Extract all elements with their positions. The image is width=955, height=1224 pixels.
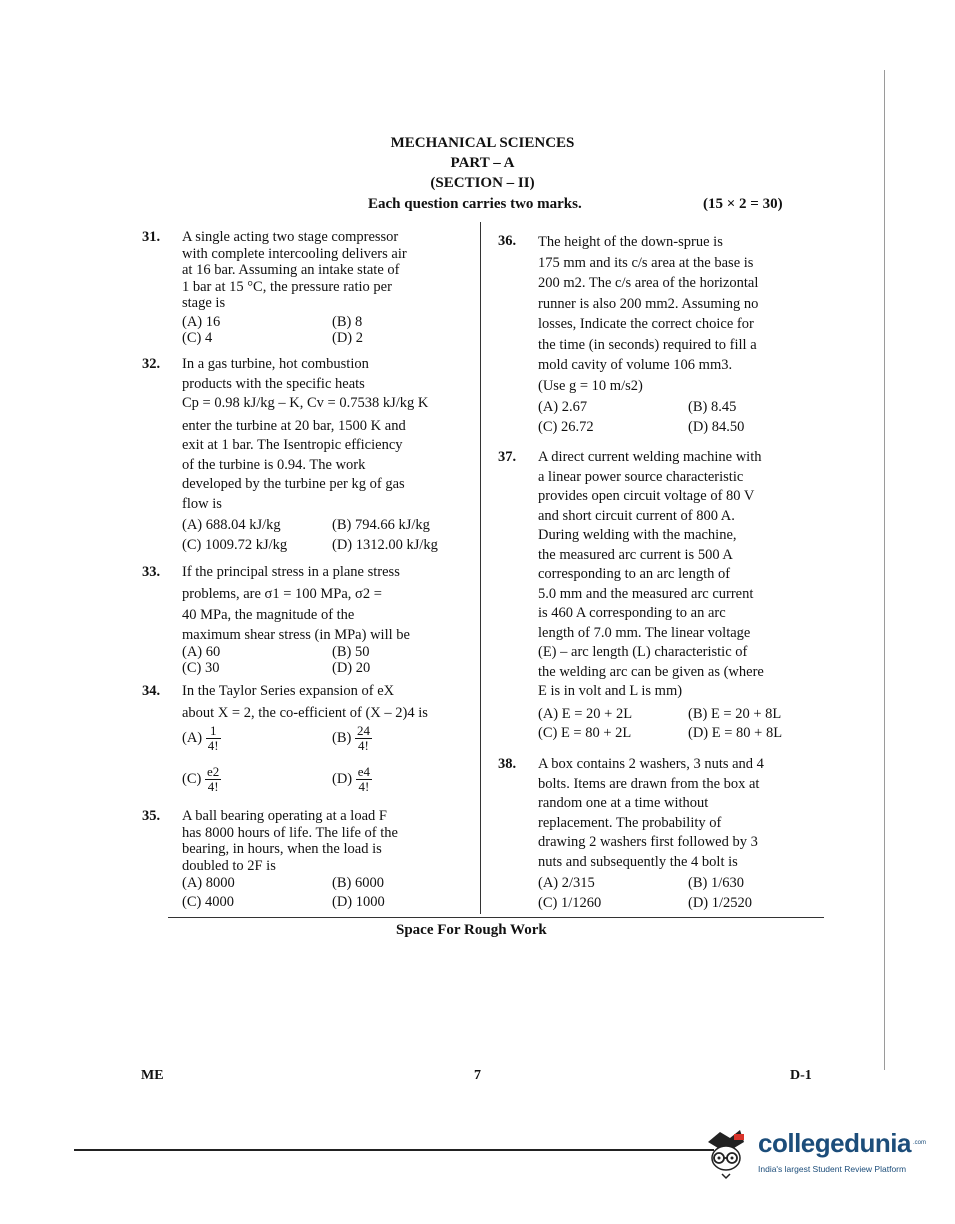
option-b[interactable]: (B) 794.66 kJ/kg <box>332 517 430 533</box>
option-d[interactable]: (D) 84.50 <box>688 419 745 435</box>
text-line: 200 m2. The c/s area of the horizontal <box>538 275 759 291</box>
text-line: In a gas turbine, hot combustion <box>182 356 369 372</box>
option-c[interactable]: (C) 1009.72 kJ/kg <box>182 537 288 553</box>
option-d[interactable]: (D) E = 80 + 8L <box>688 725 783 741</box>
text-line: Cp = 0.98 kJ/kg – K, Cv = 0.7538 kJ/kg K <box>182 395 429 411</box>
option-a[interactable]: (A) 16 <box>182 314 221 330</box>
text-line: bolts. Items are drawn from the box at <box>538 775 760 792</box>
text-line: doubled to 2F is <box>182 857 276 874</box>
text-line: with complete intercooling delivers air <box>182 245 407 262</box>
text-line: E is in volt and L is mm) <box>538 683 683 699</box>
logo-wordmark: collegedunia <box>758 1128 911 1158</box>
option-d[interactable]: (D) 1000 <box>332 894 385 910</box>
option-a[interactable]: (A) 688.04 kJ/kg <box>182 517 281 533</box>
denominator: 4! <box>207 779 219 794</box>
option-a[interactable]: (A) E = 20 + 2L <box>538 706 633 722</box>
option-label: (A) <box>182 729 203 746</box>
question-number: 36. <box>498 233 517 249</box>
fraction <box>356 765 372 794</box>
option-a[interactable]: (A) 2.67 <box>538 399 588 415</box>
text-line: 5.0 mm and the measured arc current <box>538 585 754 602</box>
question-number: 32. <box>142 356 161 372</box>
text-line: has 8000 hours of life. The life of the <box>182 824 398 841</box>
text-line: a linear power source characteristic <box>538 468 744 485</box>
option-b[interactable] <box>332 724 372 753</box>
denominator: 4! <box>358 779 370 794</box>
text-line: and short circuit current of 800 A. <box>538 507 735 524</box>
option-b[interactable]: (B) 50 <box>332 644 370 660</box>
question-33-text <box>182 563 457 645</box>
right-margin-line <box>884 70 885 1070</box>
numerator: 1 <box>206 724 221 739</box>
text-line: is 460 A corresponding to an arc <box>538 605 726 621</box>
text-line: (E) – arc length (L) characteristic of <box>538 644 748 660</box>
text-line: provides open circuit voltage of 80 V <box>538 488 755 504</box>
text-line: The height of the down-sprue is <box>538 234 723 250</box>
question-31-text <box>182 228 457 314</box>
footer-subject-code: ME <box>141 1068 164 1083</box>
text-line: drawing 2 washers first followed by 3 <box>538 834 758 850</box>
question-number: 33. <box>142 564 161 580</box>
text-line: A single acting two stage compressor <box>182 229 399 245</box>
option-c[interactable]: (C) 26.72 <box>538 419 594 435</box>
option-c[interactable]: (C) 4000 <box>182 894 234 910</box>
instruction-text: Each question carries two marks. <box>368 196 582 212</box>
mascot-icon <box>700 1128 756 1184</box>
option-a[interactable]: (A) 2/315 <box>538 875 595 891</box>
numerator: e4 <box>357 764 371 779</box>
text-line: random one at a time without <box>538 795 709 811</box>
text-line: about X = 2, the co-efficient of (X – 2)4 is <box>182 704 428 721</box>
text-line: bearing, in hours, when the load is <box>182 841 382 857</box>
denominator: 4! <box>207 738 219 753</box>
text-line: products with the specific heats <box>182 375 365 392</box>
fraction <box>355 724 372 753</box>
footer-set-code: D-1 <box>790 1068 812 1083</box>
question-36-text <box>538 232 812 396</box>
text-line: 175 mm and its c/s area at the base is <box>538 254 754 271</box>
bottom-rule <box>74 1149 714 1151</box>
option-d[interactable] <box>332 765 372 794</box>
question-number: 38. <box>498 756 517 772</box>
text-line: A box contains 2 washers, 3 nuts and 4 <box>538 756 764 772</box>
text-line: stage is <box>182 295 226 311</box>
option-a[interactable]: (A) 8000 <box>182 875 235 891</box>
option-c[interactable]: (C) 4 <box>182 330 213 346</box>
text-line: mold cavity of volume 106 mm3. <box>538 357 733 373</box>
text-line: During welding with the machine, <box>538 527 737 543</box>
option-d[interactable]: (D) 1312.00 kJ/kg <box>332 537 438 553</box>
text-line: corresponding to an arc length of <box>538 566 731 582</box>
option-b[interactable]: (B) E = 20 + 8L <box>688 706 782 722</box>
logo-tagline: India's largest Student Review Platform <box>758 1164 907 1174</box>
numerator: e2 <box>206 764 220 779</box>
text-line: exit at 1 bar. The Isentropic efficiency <box>182 437 403 453</box>
page-number: 7 <box>474 1068 481 1083</box>
marks-text: (15 × 2 = 30) <box>703 196 783 212</box>
text-line: nuts and subsequently the 4 bolt is <box>538 853 738 870</box>
text-line: runner is also 200 mm2. Assuming no <box>538 295 759 312</box>
option-label: (B) <box>332 729 352 746</box>
option-b[interactable]: (B) 6000 <box>332 875 384 891</box>
text-line: developed by the turbine per kg of gas <box>182 476 405 492</box>
option-b[interactable]: (B) 8 <box>332 314 363 330</box>
section-heading: (SECTION – II) <box>430 175 535 191</box>
denominator: 4! <box>358 738 369 753</box>
question-number: 34. <box>142 683 161 699</box>
text-line: replacement. The probability of <box>538 814 722 831</box>
text-line: In the Taylor Series expansion of eX <box>182 683 395 699</box>
text-line: (Use g = 10 m/s2) <box>538 377 643 394</box>
text-line: the time (in seconds) required to fill a <box>538 336 757 353</box>
option-d[interactable]: (D) 1/2520 <box>688 895 753 911</box>
option-label: (C) <box>182 770 202 787</box>
question-35-text <box>182 807 457 876</box>
text-line: enter the turbine at 20 bar, 1500 K and <box>182 417 406 434</box>
option-b[interactable]: (B) 8.45 <box>688 399 737 415</box>
text-line: 40 MPa, the magnitude of the <box>182 607 355 623</box>
text-line: 1 bar at 15 °C, the pressure ratio per <box>182 278 392 295</box>
rough-work-label: Space For Rough Work <box>396 922 547 938</box>
logo-suffix: .com <box>913 1140 927 1146</box>
option-b[interactable]: (B) 1/630 <box>688 875 744 891</box>
part-heading: PART – A <box>450 155 515 171</box>
text-line: A ball bearing operating at a load F <box>182 808 387 824</box>
question-number: 31. <box>142 229 161 245</box>
option-c[interactable]: (C) E = 80 + 2L <box>538 725 632 741</box>
text-line: flow is <box>182 495 222 512</box>
text-line: If the principal stress in a plane stress <box>182 564 400 580</box>
text-line: maximum shear stress (in MPa) will be <box>182 626 410 643</box>
fraction <box>206 724 221 753</box>
text-line: losses, Indicate the correct choice for <box>538 316 754 332</box>
option-d[interactable]: (D) 20 <box>332 660 371 676</box>
option-c[interactable]: (C) 1/1260 <box>538 895 602 911</box>
numerator: 24 <box>356 723 370 738</box>
fraction <box>205 765 221 794</box>
text-line: problems, are σ1 = 100 MPa, σ2 = <box>182 585 382 602</box>
option-label: (D) <box>332 770 353 787</box>
text-line: the measured arc current is 500 A <box>538 546 733 563</box>
text-line: A direct current welding machine with <box>538 449 762 465</box>
option-a[interactable] <box>182 724 221 753</box>
option-c[interactable]: (C) 30 <box>182 660 220 676</box>
option-a[interactable]: (A) 60 <box>182 644 221 660</box>
option-d[interactable]: (D) 2 <box>332 330 364 346</box>
text-line: the welding arc can be given as (where <box>538 663 764 680</box>
question-37-text <box>538 448 812 702</box>
option-c[interactable] <box>182 765 221 794</box>
question-38-text <box>538 755 812 872</box>
page-title: MECHANICAL SCIENCES <box>390 135 575 151</box>
question-number: 35. <box>142 808 161 824</box>
collegedunia-logo[interactable] <box>700 1128 930 1184</box>
section-rule <box>168 917 824 918</box>
question-32-text <box>182 355 457 514</box>
text-line: length of 7.0 mm. The linear voltage <box>538 624 751 641</box>
text-line: at 16 bar. Assuming an intake state of <box>182 262 400 278</box>
column-divider <box>480 222 481 914</box>
question-number: 37. <box>498 449 517 465</box>
text-line: of the turbine is 0.94. The work <box>182 456 366 473</box>
question-34-text <box>182 682 462 723</box>
